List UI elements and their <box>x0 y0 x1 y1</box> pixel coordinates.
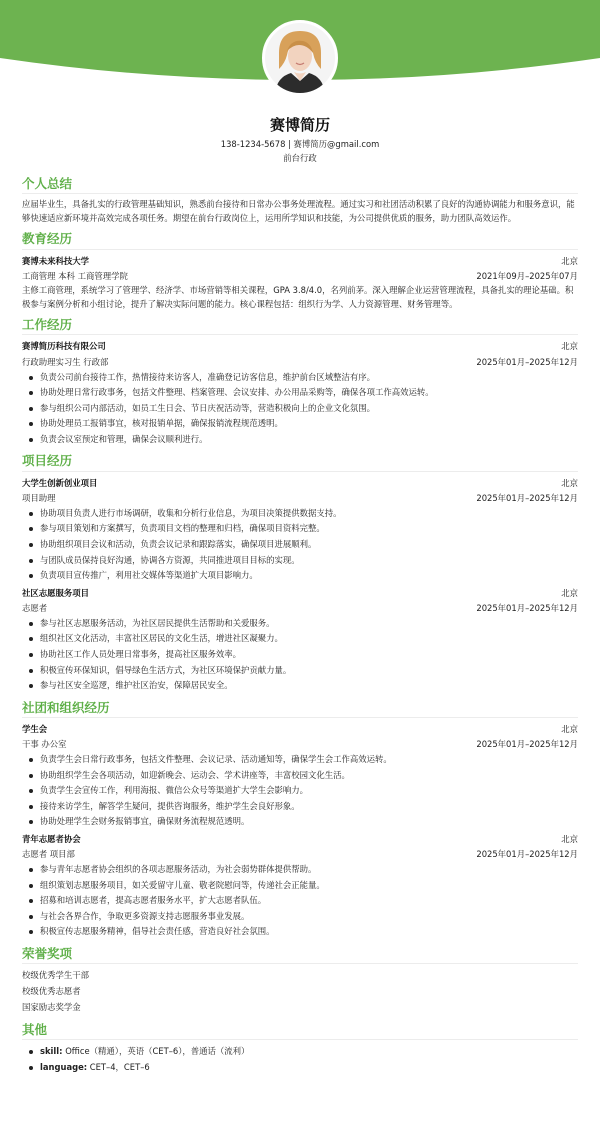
list-item: 协助组织学生会各项活动，如迎新晚会、运动会、学术讲座等，丰富校园文化生活。 <box>26 768 578 784</box>
degree: 工商管理 本科 工商管理学院 <box>22 270 128 281</box>
job-role: 行政助理实习生 行政部 <box>22 356 109 367</box>
list-item: 负责项目宣传推广，利用社交媒体等渠道扩大项目影响力。 <box>26 568 578 584</box>
education-detail-row <box>22 269 578 284</box>
club-name: 青年志愿者协会 <box>22 833 81 844</box>
project-entry <box>22 476 578 584</box>
other-bullets <box>22 1044 578 1075</box>
club-entry <box>22 722 578 830</box>
clubs-section <box>22 700 578 940</box>
list-item: 积极宣传志愿服务精神，倡导社会责任感，营造良好社会氛围。 <box>26 924 578 940</box>
resume-name: 赛博简历 <box>269 116 330 134</box>
project-location: 北京 <box>561 587 578 598</box>
section-title-summary: 个人总结 <box>22 176 578 194</box>
project-header-row <box>22 586 578 601</box>
contact-info: 138-1234-5678 | 赛博简历@gmail.com <box>220 139 380 149</box>
project-dates: 2025年01月–2025年12月 <box>476 602 578 613</box>
work-detail-row <box>22 355 578 370</box>
project-detail-row <box>22 491 578 506</box>
project-location: 北京 <box>561 477 578 488</box>
education-section <box>22 231 578 311</box>
projects-section <box>22 453 578 693</box>
club-detail-row <box>22 737 578 752</box>
list-item: 协助处理员工报销事宜，核对报销单据，确保报销流程规范透明。 <box>26 416 578 432</box>
list-item: 组织策划志愿服务项目，如关爱留守儿童、敬老院慰问等，传递社会正能量。 <box>26 878 578 894</box>
club-entry <box>22 832 578 940</box>
project-role: 项目助理 <box>22 492 56 503</box>
company-location: 北京 <box>561 341 578 352</box>
list-item <box>26 1060 578 1076</box>
club-location: 北京 <box>561 723 578 734</box>
project-entry <box>22 586 578 694</box>
education-dates: 2021年09月–2025年07月 <box>476 270 578 281</box>
work-section <box>22 317 578 447</box>
education-description: 主修工商管理，系统学习了管理学、经济学、市场营销等相关课程，GPA 3.8/4.0，名列前茅。深入理解企业运营管理流程，具备扎实的理论基础。积极参与案例分析和小组讨论，提升了解决实际问题的能力。核心课程包括：组织行为学、人力资源管理、财务管理等。 <box>22 284 574 309</box>
project-dates: 2025年01月–2025年12月 <box>476 492 578 503</box>
project-name: 大学生创新创业项目 <box>22 477 98 488</box>
company-name: 赛博简历科技有限公司 <box>22 341 106 352</box>
list-item: 负责学生会日常行政事务，包括文件整理、会议记录、活动通知等，确保学生会工作高效运转。 <box>26 752 578 768</box>
list-item: 招募和培训志愿者，提高志愿者服务水平，扩大志愿者队伍。 <box>26 893 578 909</box>
language-key: language: <box>40 1061 88 1072</box>
education-entry <box>22 254 578 311</box>
list-item: 负责学生会宣传工作，利用海报、微信公众号等渠道扩大学生会影响力。 <box>26 783 578 799</box>
list-item: 协助社区工作人员处理日常事务，提高社区服务效率。 <box>26 647 578 663</box>
work-header-row <box>22 339 578 354</box>
work-bullets <box>22 370 578 448</box>
list-item: 参与组织公司内部活动，如员工生日会、节日庆祝活动等，营造积极向上的企业文化氛围。 <box>26 401 578 417</box>
honor-item: 国家励志奖学金 <box>22 1002 81 1013</box>
list-item: 参与社区志愿服务活动，为社区居民提供生活帮助和关爱服务。 <box>26 616 578 632</box>
honor-item: 校级优秀志愿者 <box>22 986 81 997</box>
club-role: 干事 办公室 <box>22 739 67 750</box>
list-item: 接待来访学生，解答学生疑问，提供咨询服务，维护学生会良好形象。 <box>26 799 578 815</box>
list-item <box>26 1044 578 1060</box>
project-detail-row <box>22 601 578 616</box>
list-item: 与社会各界合作，争取更多资源支持志愿服务事业发展。 <box>26 909 578 925</box>
list-item: 协助处理日常行政事务，包括文件整理、档案管理、会议安排、办公用品采购等，确保各项工作高效运转。 <box>26 385 578 401</box>
list-item: 协助项目负责人进行市场调研，收集和分析行业信息，为项目决策提供数据支持。 <box>26 506 578 522</box>
list-item: 协助组织项目会议和活动，负责会议记录和跟踪落实，确保项目进展顺利。 <box>26 537 578 553</box>
language-value: CET–4，CET–6 <box>87 1061 150 1072</box>
work-entry <box>22 339 578 447</box>
honor-item: 校级优秀学生干部 <box>22 970 89 981</box>
club-dates: 2025年01月–2025年12月 <box>476 739 578 750</box>
list-item: 与团队成员保持良好沟通，协调各方资源，共同推进项目目标的实现。 <box>26 553 578 569</box>
project-role: 志愿者 <box>22 602 48 613</box>
list-item: 协助处理学生会财务报销事宜，确保财务流程规范透明。 <box>26 814 578 830</box>
other-section <box>22 1022 578 1075</box>
list-item: 负责会议室预定和管理，确保会议顺利进行。 <box>26 432 578 448</box>
section-title-education: 教育经历 <box>22 231 578 249</box>
club-location: 北京 <box>561 833 578 844</box>
education-header-row <box>22 254 578 269</box>
job-target: 前台行政 <box>283 153 317 163</box>
resume-content <box>22 176 578 1081</box>
section-title-other: 其他 <box>22 1022 578 1040</box>
project-bullets <box>22 616 578 694</box>
section-title-honors: 荣誉奖项 <box>22 946 578 964</box>
skill-key: skill: <box>40 1046 63 1057</box>
summary-text: 应届毕业生，具备扎实的行政管理基础知识，熟悉前台接待和日常办公事务处理流程。通过实习和社团活动积累了良好的沟通协调能力和服务意识，能够快速适应新环境并高效完成各项任务。期望在前台行政岗位上，运用所学知识和技能，为公司提供优质的服务，助力团队高效运作。 <box>22 199 575 223</box>
list-item: 参与社区安全巡逻，维护社区治安，保障居民安全。 <box>26 678 578 694</box>
project-name: 社区志愿服务项目 <box>22 587 89 598</box>
club-header-row <box>22 722 578 737</box>
club-role: 志愿者 项目部 <box>22 849 75 859</box>
club-bullets <box>22 862 578 940</box>
project-bullets <box>22 506 578 584</box>
avatar <box>262 20 338 96</box>
section-title-work: 工作经历 <box>22 317 578 335</box>
skill-value: Office（精通），英语（CET–6），普通话（流利） <box>62 1046 250 1057</box>
list-item: 组织社区文化活动，丰富社区居民的文化生活，增进社区凝聚力。 <box>26 631 578 647</box>
club-bullets <box>22 752 578 830</box>
school-location: 北京 <box>561 255 578 266</box>
list-item: 参与青年志愿者协会组织的各项志愿服务活动，为社会弱势群体提供帮助。 <box>26 862 578 878</box>
work-dates: 2025年01月–2025年12月 <box>476 356 578 367</box>
club-dates: 2025年01月–2025年12月 <box>476 849 578 859</box>
list-item: 负责公司前台接待工作，热情接待来访客人，准确登记访客信息，维护前台区域整洁有序。 <box>26 370 578 386</box>
section-title-projects: 项目经历 <box>22 453 578 471</box>
list-item: 积极宣传环保知识，倡导绿色生活方式，为社区环境保护贡献力量。 <box>26 663 578 679</box>
section-title-clubs: 社团和组织经历 <box>22 700 578 718</box>
list-item: 参与项目策划和方案撰写，负责项目文档的整理和归档，确保项目资料完整。 <box>26 521 578 537</box>
club-name: 学生会 <box>22 723 48 734</box>
school-name: 赛博未来科技大学 <box>22 255 89 266</box>
honors-section <box>22 946 578 1016</box>
project-header-row <box>22 476 578 491</box>
summary-section <box>22 176 578 225</box>
club-header-row <box>22 832 578 847</box>
club-detail-row <box>22 847 578 862</box>
